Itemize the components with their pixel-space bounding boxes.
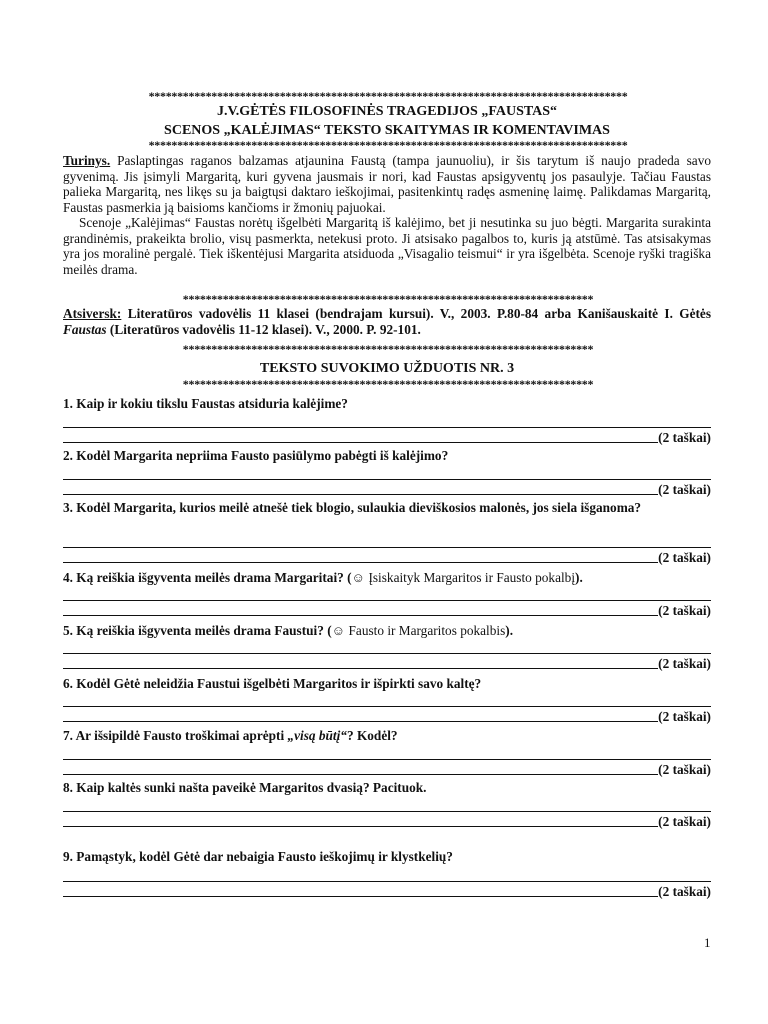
answer-row-1 <box>63 430 711 446</box>
summary-paragraph-1 <box>63 153 711 215</box>
question-4 <box>63 570 711 586</box>
answer-line[interactable] <box>63 653 711 654</box>
answer-row-6 <box>63 709 711 725</box>
header-stars-top: ************************************************************************************ <box>148 90 628 102</box>
answer-line[interactable] <box>63 826 658 827</box>
points-label: (2 taškai) <box>658 762 711 777</box>
source-reference <box>63 306 711 337</box>
question-2: 2. Kodėl Margarita nepriima Fausto pasiūlymo pabėgti iš kalėjimo? <box>63 448 449 463</box>
task-title: TEKSTO SUVOKIMO UŽDUOTIS NR. 3 <box>259 361 515 376</box>
title-line-1: J.V.GĖTĖS FILOSOFINĖS TRAGEDIJOS „FAUSTAS“ <box>216 104 558 119</box>
summary-paragraph-2: Scenoje „Kalėjimas“ Faustas norėtų išgelbėti Margaritą iš kalėjimo, bet ji nesutinka su juo bėgti. Margarita surakinta grandinėmis, prakeikta brolio, visų pasmerkta, netekusi proto. Ji atsisako pagalbos to, kuris ją atstūmė. Tas atsisakymas yra jos moralinė pergalė. Tiek iškentėjusi Margarita atsiduoda „Visagalio teismui“ ir yra išgelbėta. Scenoje ryški tragiška meilės drama. <box>63 215 711 277</box>
page-number: 1 <box>704 935 711 950</box>
points-label: (2 taškai) <box>658 656 711 671</box>
answer-line[interactable] <box>63 427 711 428</box>
summary-text-1: Paslaptingas raganos balzamas atjaunina Faustą (tampa jaunuoliu), ir šis tarytum iš naujo pradeda savo gyvenimą. Jis įsimyli Margaritą, kuri gyvena jausmais ir nori, kad Faustas apsigyventų jos pasaulyje. Tačiau Faustas palieka Margaritą, nes likęs su ja baigtųsi daktaro ieškojimai, pasitenkintų radęs asmeninę laimę. Palikdamas Margaritą, Faustas pasmerkia ją baisioms kančioms ir žmonių pajuokai. <box>63 153 711 215</box>
answer-line[interactable] <box>63 706 711 707</box>
answer-row-3 <box>63 550 711 566</box>
source-block <box>63 306 711 337</box>
points-label: (2 taškai) <box>658 814 711 829</box>
source-text-b: (Literatūros vadovėlis 11-12 klasei). V., 2000. P. 92-101. <box>106 321 421 337</box>
answer-line[interactable] <box>63 774 658 775</box>
answer-line[interactable] <box>63 881 711 882</box>
question-6: 6. Kodėl Gėtė neleidžia Faustui išgelbėti Margaritos ir išpirkti savo kaltę? <box>63 676 482 691</box>
answer-line[interactable] <box>63 668 658 669</box>
divider-stars-2: ************************************************************************ <box>182 343 594 355</box>
answer-row-5 <box>63 656 711 672</box>
question-4-hint: ☺ Įsiskaityk Margaritos ir Fausto pokalbį <box>351 570 576 585</box>
answer-line[interactable] <box>63 600 711 601</box>
answer-line[interactable] <box>63 494 658 495</box>
source-label: Atsiversk: <box>63 306 122 321</box>
question-7-quote: „visą būtį“ <box>287 728 347 743</box>
question-5-text: 5. Ką reiškia išgyventa meilės drama Faustui? ( <box>63 623 332 638</box>
answer-line[interactable] <box>63 615 658 616</box>
summary-block <box>63 153 711 277</box>
summary-label: Turinys. <box>63 153 111 168</box>
question-3: 3. Kodėl Margarita, kurios meilė atnešė tiek blogio, sulaukia dieviškosios malonės, jos siela išganoma? <box>63 500 642 515</box>
answer-line[interactable] <box>63 547 711 548</box>
question-5-hint: ☺ Fausto ir Margaritos pokalbis <box>331 623 506 638</box>
header-stars-bottom: ************************************************************************************ <box>148 139 628 151</box>
source-book-title: Faustas <box>63 321 107 337</box>
points-label: (2 taškai) <box>658 709 711 724</box>
question-8: 8. Kaip kaltės sunki našta paveikė Margaritos dvasią? Pacituok. <box>63 780 427 795</box>
answer-line[interactable] <box>63 759 711 760</box>
question-5 <box>63 623 711 639</box>
question-9: 9. Pamąstyk, kodėl Gėtė dar nebaigia Fausto ieškojimų ir klystkelių? <box>63 849 453 864</box>
title-line-2: SCENOS „KALĖJIMAS“ TEKSTO SKAITYMAS IR KOMENTAVIMAS <box>164 123 610 138</box>
divider-stars-1: ************************************************************************ <box>182 293 594 305</box>
answer-row-8 <box>63 814 711 830</box>
answer-row-4 <box>63 603 711 619</box>
points-label: (2 taškai) <box>658 884 711 899</box>
answer-line[interactable] <box>63 562 658 563</box>
question-5-end: ). <box>505 623 514 638</box>
source-text-a: Literatūros vadovėlis 11 klasei (bendrajam kursui). V., 2003. P.80-84 arba Kanišauskaitė I. Gėtės <box>121 306 711 321</box>
answer-row-7 <box>63 762 711 778</box>
points-label: (2 taškai) <box>658 603 711 618</box>
question-4-end: ). <box>575 570 583 585</box>
question-7 <box>63 728 711 744</box>
divider-stars-3: ************************************************************************ <box>182 378 594 390</box>
question-4-text: 4. Ką reiškia išgyventa meilės drama Margaritai? ( <box>63 570 352 585</box>
answer-row-9 <box>63 884 711 900</box>
points-label: (2 taškai) <box>658 482 711 497</box>
answer-line[interactable] <box>63 896 658 897</box>
points-label: (2 taškai) <box>658 430 711 445</box>
points-label: (2 taškai) <box>658 550 711 565</box>
answer-line[interactable] <box>63 721 658 722</box>
question-1: 1. Kaip ir kokiu tikslu Faustas atsiduria kalėjime? <box>63 396 348 411</box>
question-7-end: ? Kodėl? <box>346 728 398 743</box>
answer-line[interactable] <box>63 442 658 443</box>
answer-row-2 <box>63 482 711 498</box>
answer-line[interactable] <box>63 479 711 480</box>
answer-line[interactable] <box>63 811 711 812</box>
question-7-text: 7. Ar išsipildė Fausto troškimai aprėpti <box>63 728 288 743</box>
